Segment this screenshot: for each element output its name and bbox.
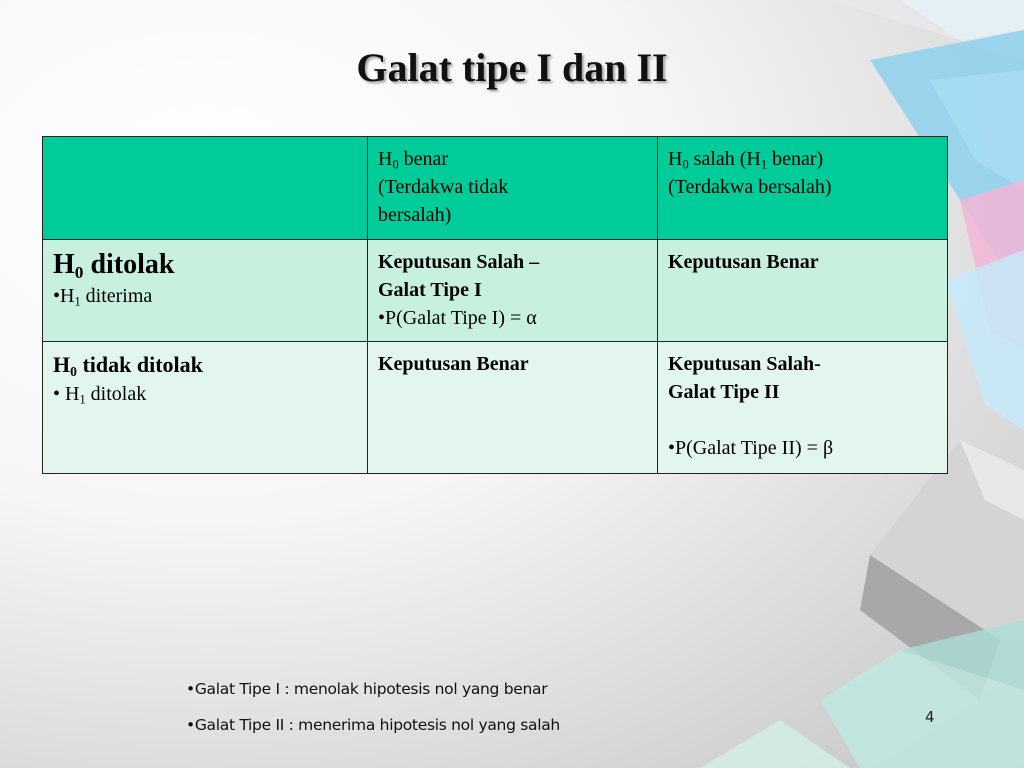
table-row-h0-not-rejected (43, 342, 948, 474)
header-h0-true-line2: (Terdakwa tidak (378, 176, 509, 198)
cell-type2-line1: Keputusan Salah- (668, 353, 821, 375)
row-label-h0-not-rejected-title: $H_0$ tidak ditolak (53, 352, 203, 380)
row-label-h0-not-rejected-note: • $H_1$ ditolak (53, 383, 147, 407)
footnote-type2: •Galat Tipe II : menerima hipotesis nol yang salah (186, 716, 560, 734)
row-label-h0-rejected-title: $H_0$ ditolak (53, 249, 175, 283)
cell-type1-error (368, 240, 658, 342)
header-h0-true (368, 137, 658, 240)
header-h0-false (658, 137, 948, 240)
table-header-row (43, 137, 948, 240)
cell-correct-decision-2 (368, 342, 658, 474)
cell-type2-spacer (668, 406, 937, 434)
cell-correct-1-line1: Keputusan Benar (668, 251, 819, 273)
header-h0-false-line2: (Terdakwa bersalah) (668, 176, 832, 198)
cell-type1-prob: •P(Galat Tipe I) = α (378, 307, 537, 329)
cell-type2-prob: •P(Galat Tipe II) = β (668, 437, 834, 459)
row-label-h0-not-rejected (43, 342, 368, 474)
footnotes (186, 680, 560, 752)
cell-type1-line1: Keputusan Salah – (378, 251, 540, 273)
row-label-h0-rejected (43, 240, 368, 342)
cell-type2-line2: Galat Tipe II (668, 381, 780, 403)
cell-type1-line2: Galat Tipe I (378, 279, 482, 301)
table-row-h0-rejected (43, 240, 948, 342)
page-number: 4 (925, 708, 935, 726)
row-label-h0-rejected-note: $•H_1$ diterima (53, 285, 153, 309)
header-empty-cell (43, 137, 368, 240)
header-h0-true-line1: $H_0$ benar (378, 148, 449, 172)
header-h0-true-line3: bersalah) (378, 204, 452, 226)
cell-type2-error (658, 342, 948, 474)
footnote-type1: •Galat Tipe I : menolak hipotesis nol yang benar (186, 680, 548, 698)
cell-correct-decision-1 (658, 240, 948, 342)
cell-correct-2-line1: Keputusan Benar (378, 353, 529, 375)
error-types-table (42, 136, 948, 474)
header-h0-false-line1: $H_0$ salah ($H_1$ benar) (668, 148, 824, 172)
slide-title: Galat tipe I dan II (356, 45, 668, 90)
